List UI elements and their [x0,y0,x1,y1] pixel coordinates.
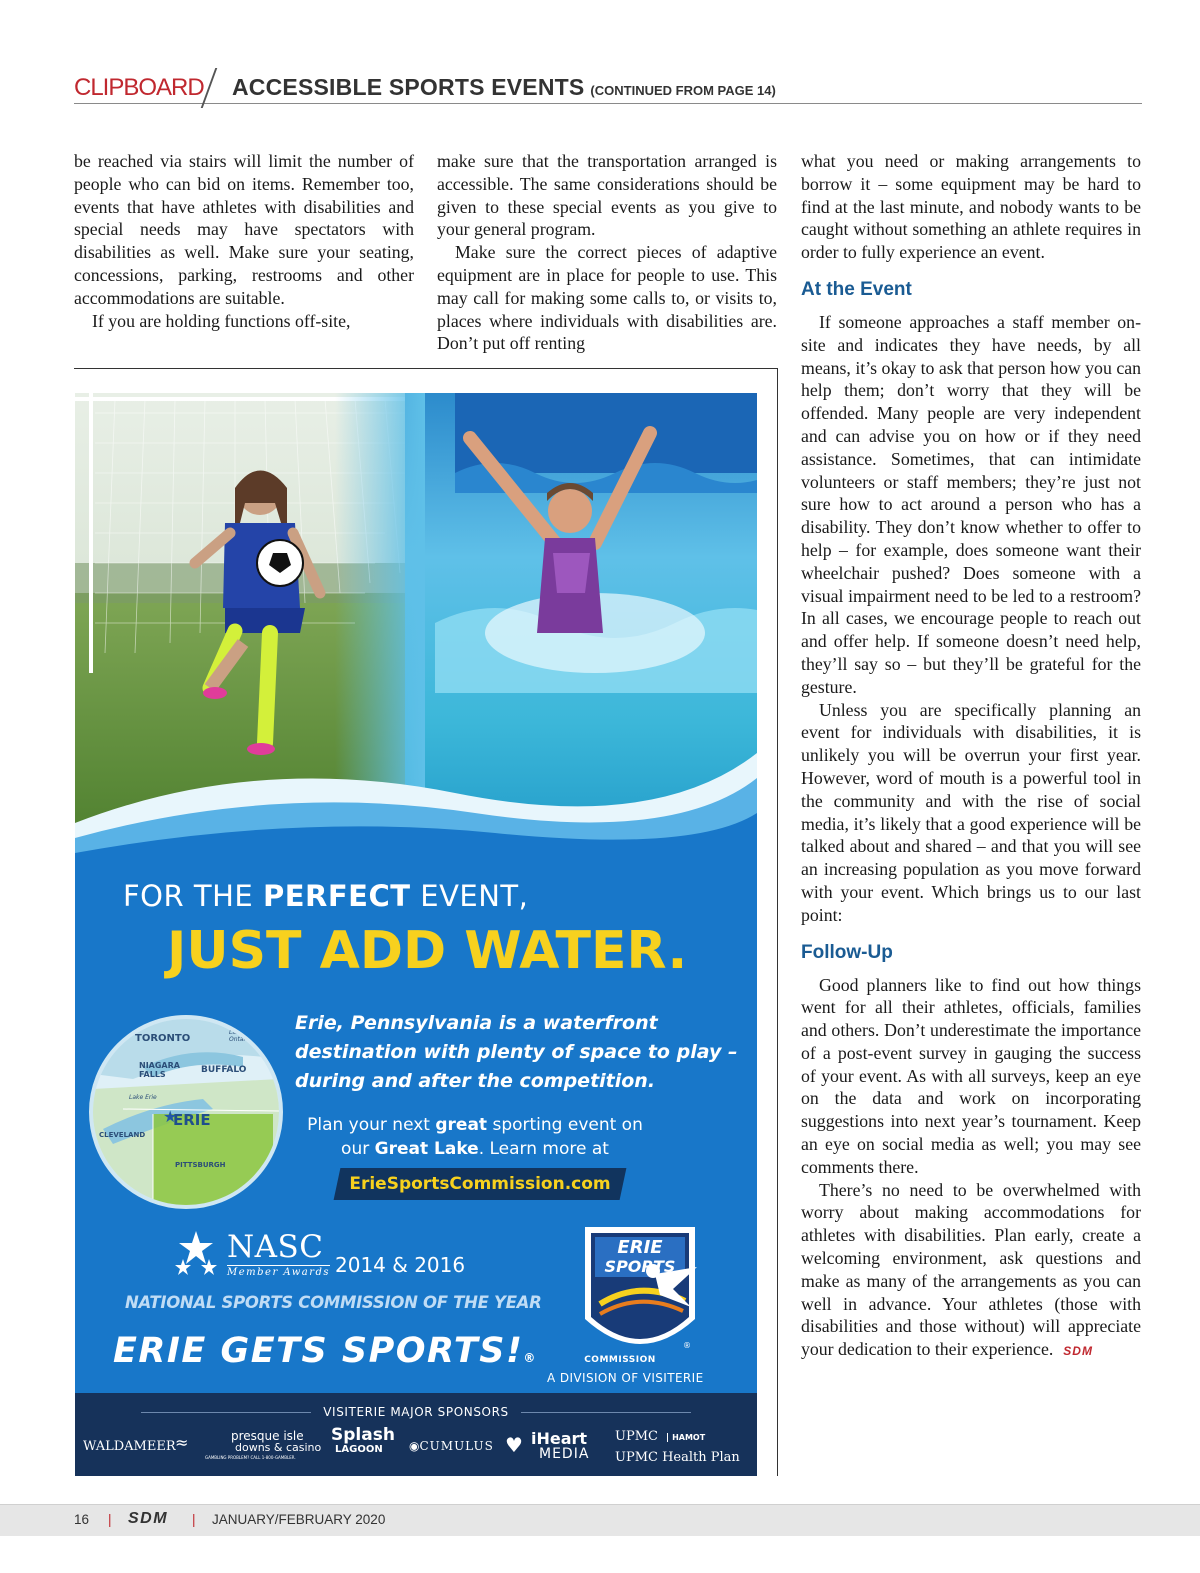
badge-registered-mark: ® [683,1341,691,1350]
sponsor-waldameer: WALDAMEER [83,1439,176,1454]
ad-headline-post: EVENT, [410,879,529,913]
iheart-logo-icon: ♥ [505,1433,523,1457]
paragraph: Make sure the correct pieces of adaptive equipment are in place for people to use. This may call for making some calls to, or visits to, places where individuals with disabilities are. Don’t put off renting [437,242,777,354]
erie-gets-sports-slogan [113,1331,537,1371]
upmc-text: UPMC [615,1429,658,1444]
upmc-health-plan-text: UPMC Health Plan [615,1450,740,1465]
footer-sdm-logo: SDM [128,1510,169,1527]
lagoon-text: LAGOON [335,1444,383,1455]
ad-headline-pre: FOR THE [123,879,263,913]
erie-sports-commission-badge [565,1219,715,1369]
map-label-lake-ontario: Lake Ontario [229,1029,252,1043]
map-label-niagara: NIAGARA FALLS [139,1061,180,1079]
plan-text-bold: great [435,1115,488,1135]
paragraph: what you need or making arrangements to borrow it – some equipment may be hard to find at the last minute, and nobody wants to be caught without something an athlete requires in order to fully experience an event. [801,151,1141,263]
ad-tagline: Erie, Pennsylvania is a waterfront destination with plenty of space to play – during and after the competition. [295,1012,738,1092]
sponsor-upmc [615,1425,740,1465]
subhead-follow-up: Follow-Up [801,941,893,963]
paragraph: Unless you are specifically planning an event for individuals with disabilities, it is unlikely you will be overrun your first year. However, word of mouth is a powerful tool in the community and with the rise of social media, it’s likely that a good experience will be talked about and shared – and that you will see an increasing population as you move forward with your event. Which brings us to our last point: [801,699,1141,925]
horse-logo-icon: ≈ [175,1433,189,1452]
map-label-buffalo: BUFFALO [201,1065,247,1075]
sponsor-presque-isle [175,1427,325,1467]
splash-text: Splash [331,1425,395,1445]
ad-plan-text [305,1113,645,1161]
badge-text-erie: ERIE [617,1237,663,1258]
slogan-text: ERIE GETS SPORTS! [113,1331,524,1371]
map-label-cleveland: CLEVELAND [99,1131,146,1139]
paragraph: If you are holding functions off-site, [92,310,351,331]
sponsor-presque-line1: presque isle [231,1429,304,1443]
ad-headline [123,879,528,913]
upmc-hamot-text: HAMOT [667,1433,705,1442]
sponsor-cumulus [409,1439,494,1453]
badge-text-commission: COMMISSION [584,1355,656,1365]
cumulus-text: CUMULUS [419,1439,494,1453]
nasc-text: NASC [227,1229,324,1265]
registered-mark: ® [523,1351,537,1365]
nasc-member-awards: Member Awards [227,1267,331,1278]
nasc-award-logo [171,1229,331,1279]
article-title [232,74,776,101]
iheart-text: iHeart [531,1429,588,1448]
subhead-at-the-event: At the Event [801,278,912,300]
erie-sports-advertisement [75,393,757,1476]
sponsors-bar [75,1393,757,1476]
ad-url-text[interactable]: ErieSportsCommission.com [349,1174,611,1194]
erie-star-icon: ★ [163,1107,178,1126]
section-label: CLIPBOARD [74,74,204,101]
ad-photo-soccer-and-swimmer [75,393,757,863]
ad-headline-bold: PERFECT [262,879,411,913]
sponsor-splash-lagoon [331,1427,395,1456]
footer-separator: | [192,1512,196,1527]
map-label-toronto: TORONTO [135,1033,191,1044]
paragraph [801,1179,1141,1363]
sponsor-presque-line2: downs & casino [235,1441,322,1454]
paragraph: make sure that the transportation arranged is accessible. The same considerations should be given to these special events as you give to your general program. [437,151,777,240]
plan-text-bold: Great Lake [374,1139,479,1159]
division-text: A DIVISION OF VISITERIE [547,1371,704,1385]
map-label-pittsburgh: PITTSBURGH [175,1161,226,1169]
paragraph: be reached via stairs will limit the number of people who can bid on items. Remember too, events that have athletes with disabilities and special needs may have spectators with disabilities as well. Make sure your seating, concessions, parking, restrooms and other accommodations are suitable. [74,151,414,308]
region-map [89,1015,283,1209]
ad-url-link[interactable] [334,1168,627,1200]
sponsors-title: VISITERIE MAJOR SPONSORS [75,1405,757,1419]
badge-text-sports: SPORTS [604,1257,676,1276]
issue-date: JANUARY/FEBRUARY 2020 [212,1512,386,1527]
paragraph: If someone approaches a staff member on-site and indicates they have needs, by all means, it’s okay to ask that person how you can help them; don’t worry that they will be offended. Many people are very independent and can advise you on how or if they need assistance. Sometimes, that can intimidate volunteers or staff members; they’re just not sure how to act around a person who has a disability. They don’t know whether to offer to help – for example, does someone want their wheelchair pushed? Does someone with a visual impairment need to be led to a restroom? In all cases, we encourage people to reach out and offer help. If someone doesn’t need help, they’ll say so – but they’ll be grateful for the gesture. [801,311,1141,697]
award-title: NATIONAL SPORTS COMMISSION OF THE YEAR [125,1293,542,1312]
iheart-media-text: MEDIA [539,1446,590,1462]
article-column-2 [437,150,777,355]
sponsor-presque-disclaimer: GAMBLING PROBLEM? CALL 1-800-GAMBLER. [205,1455,296,1460]
paragraph-text: There’s no need to be overwhelmed with worry about making accommodations for athletes with disabilities. Plan early, create a welcoming environment, ask questions and make as many of the arrangements as you can well in advance. Your athletes (those with disabilities and those without) will appreciate your dedication to their experience. [801,1179,1141,1360]
plan-text: . Learn more at [478,1139,609,1159]
nasc-star-icon [171,1229,221,1279]
footer-separator: | [108,1512,112,1527]
article-title-text: ACCESSIBLE SPORTS EVENTS [232,74,585,100]
map-label-lake-erie: Lake Erie [129,1094,157,1101]
plan-text: sporting event on our [341,1115,643,1159]
cumulus-logo-icon: ◉ [409,1439,420,1453]
award-years: 2014 & 2016 [335,1253,466,1277]
end-mark-logo: SDM [1063,1344,1093,1359]
page-number: 16 [74,1512,90,1527]
article-column-3 [801,150,1141,1363]
page-header [74,70,1142,104]
ad-big-headline: JUST ADD WATER. [167,921,688,981]
article-column-1 [74,150,414,332]
map-label-erie: ERIE [173,1111,211,1129]
paragraph: Good planners like to find out how things went for all their athletes, officials, families and others. Don’t underestimate the importance of a post-event survey in gauging the success of your event. As with all surveys, keep an eye on the data and work on incorporating suggestions into next year’s tournament. Keep an eye on social media as well; you may see comments there. [801,974,1141,1177]
plan-text: Plan your next [307,1115,436,1135]
page-footer [0,1504,1200,1536]
continued-note: (CONTINUED FROM PAGE 14) [590,83,776,98]
